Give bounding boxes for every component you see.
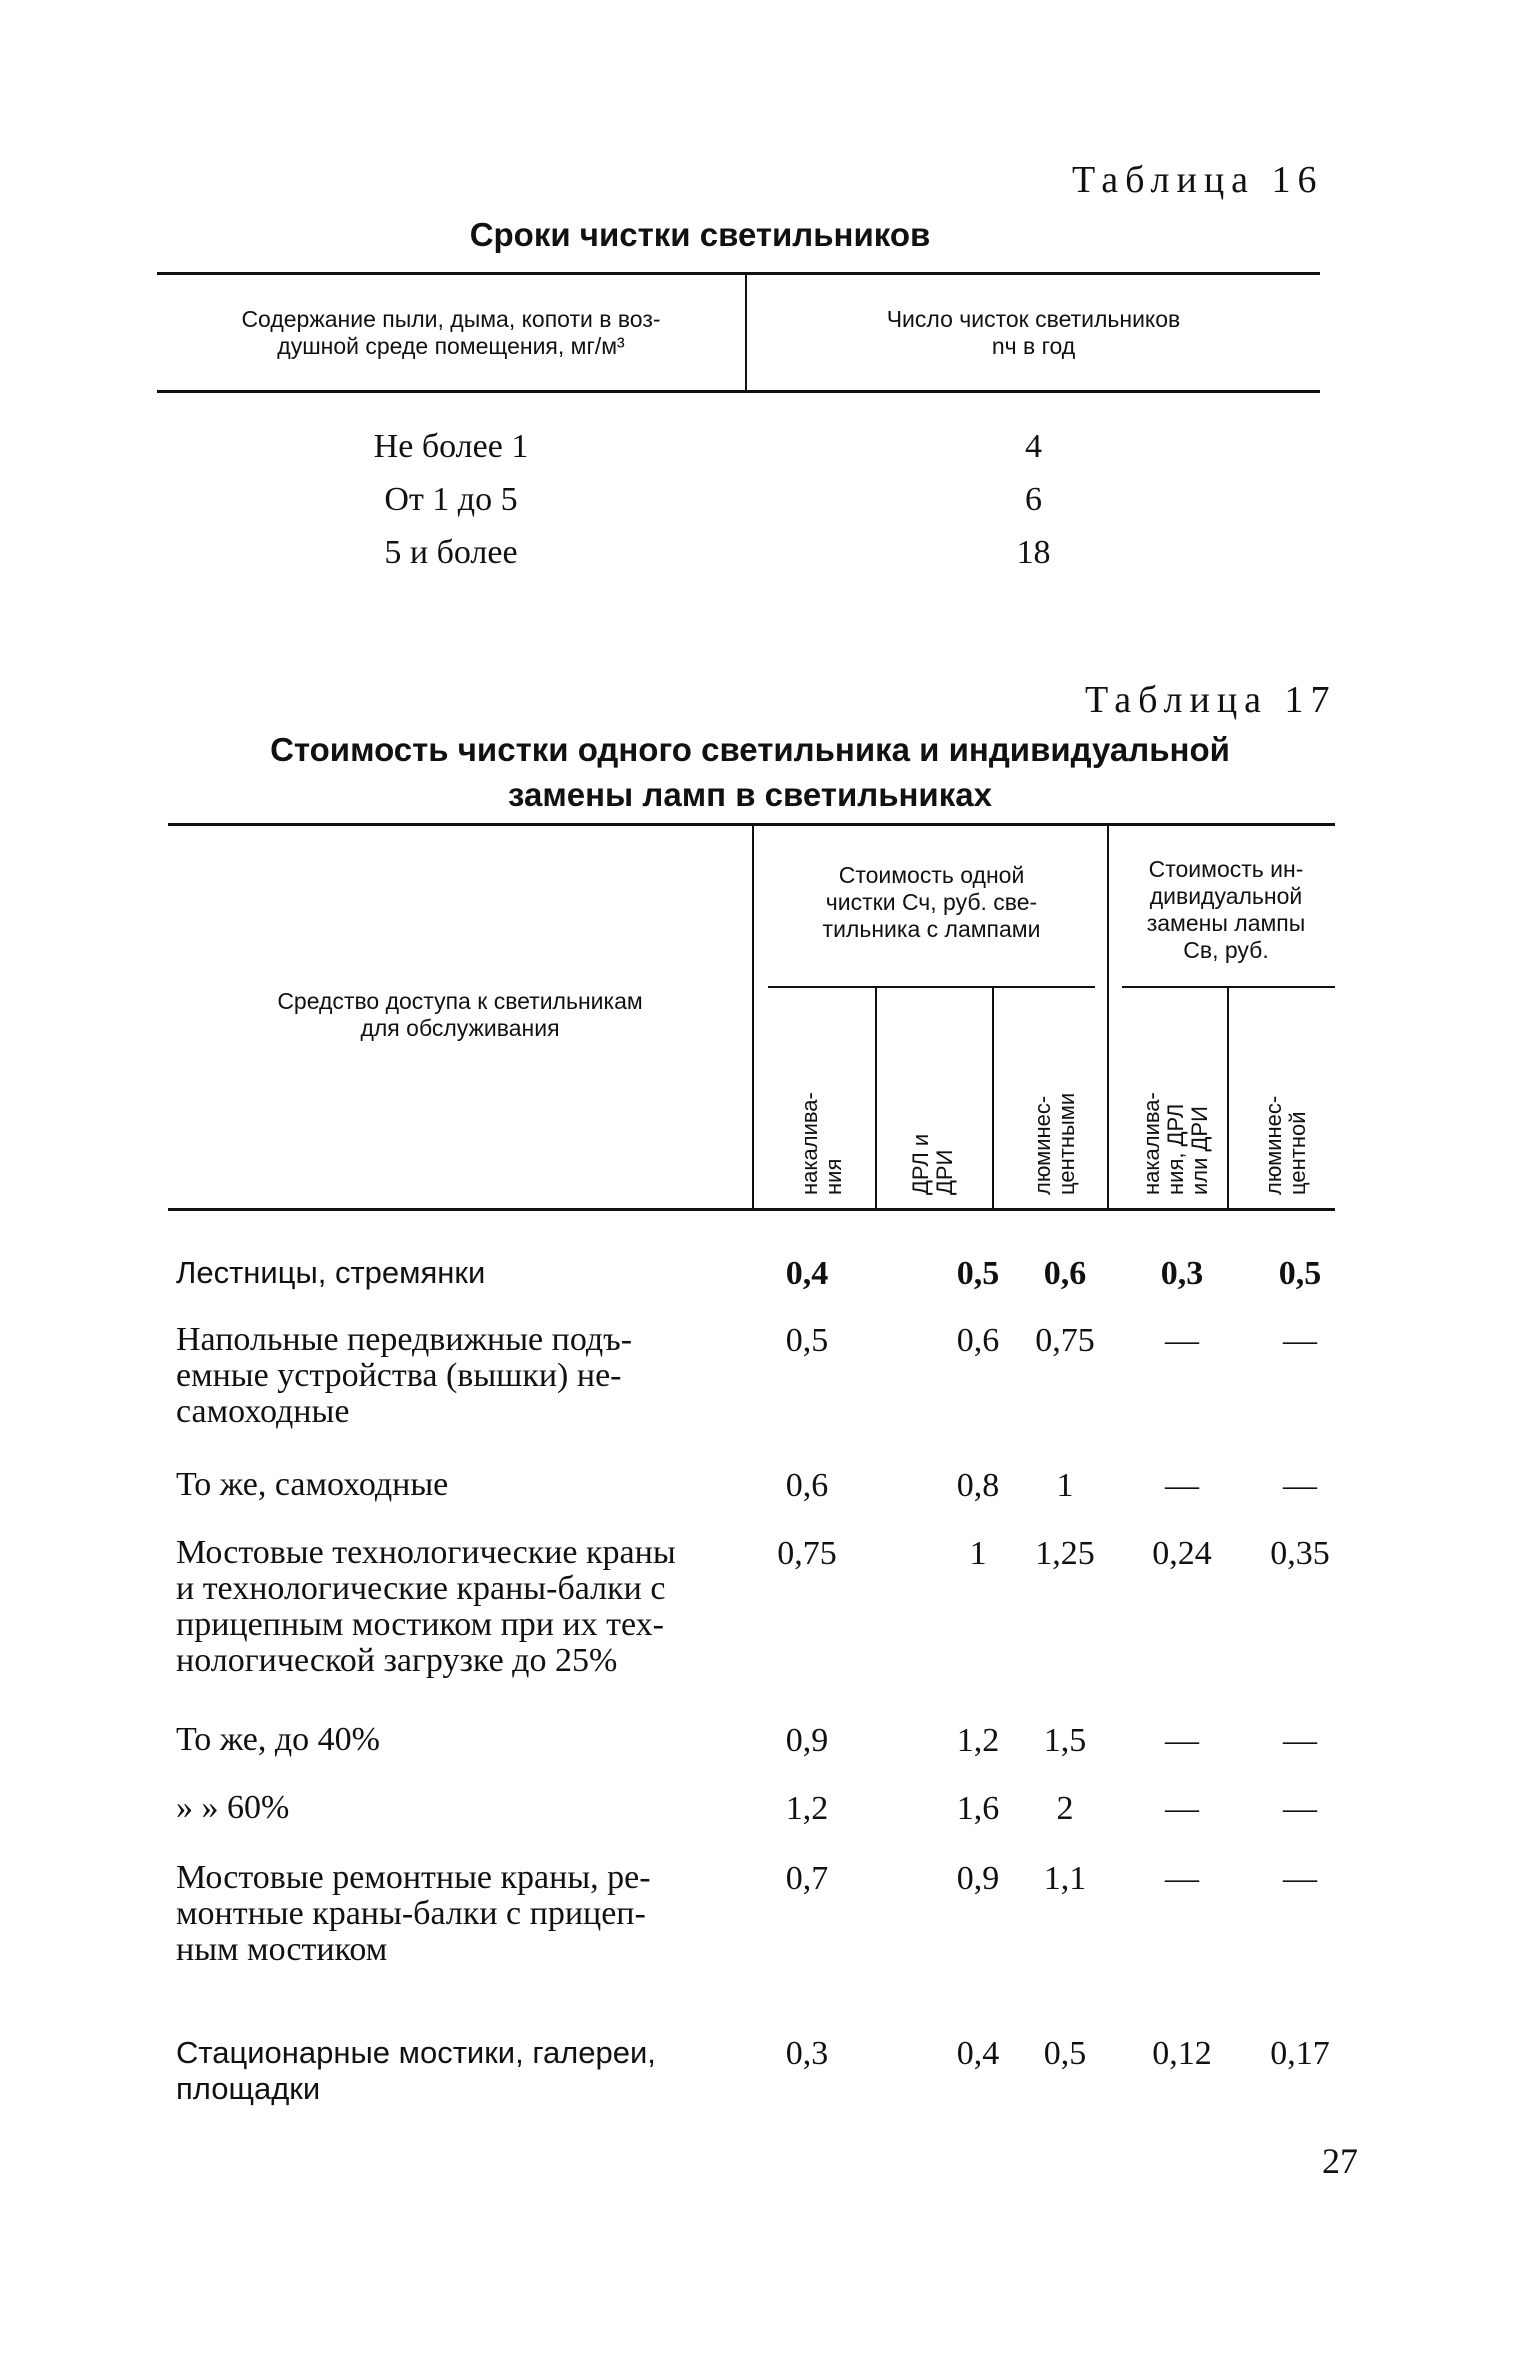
table17-row-value: 1,2 <box>956 1722 1000 1759</box>
table17-group-divider <box>1107 826 1109 1208</box>
subheader-lamp-incandescent-drl: накалива- ния, ДРЛ или ДРИ <box>1139 1092 1212 1195</box>
table17-row-value: — <box>1283 1790 1317 1827</box>
table17-row-value: 0,4 <box>956 2035 1000 2072</box>
table17-sub-divider-3 <box>1227 988 1229 1208</box>
table17-row-value: 1,1 <box>1043 1860 1087 1897</box>
table17-row-value: 1,5 <box>1043 1722 1087 1759</box>
table17-row-value: 0,9 <box>785 1722 829 1759</box>
table17-header-rule <box>168 1208 1335 1211</box>
table17-row-label: Мостовые технологические краны и технологические краны-балки с прицепным мостиком при их тех- нологической загрузке до 25% <box>176 1534 676 1679</box>
table17-sub-divider-2 <box>992 988 994 1208</box>
table17-row-value: — <box>1283 1322 1317 1359</box>
subheader-drl-dri: ДРЛ и ДРИ <box>908 1133 957 1195</box>
table16-label: Таблица 16 <box>1072 159 1324 201</box>
table16-top-rule <box>157 272 1320 275</box>
table17-title: Стоимость чистки одного светильника и индивидуальной замены ламп в светильниках <box>270 731 1230 813</box>
table17-row-value: — <box>1283 1722 1317 1759</box>
table16-header-rule <box>157 390 1320 393</box>
table17-group2-header: Стоимость ин- дивидуальной замены лампы Св, руб. <box>1146 856 1306 963</box>
table16-col2-header: Число чисток светильников nч в год <box>886 306 1181 359</box>
table17-row-label: Мостовые ремонтные краны, ре- монтные краны-балки с прицеп- ным мостиком <box>176 1859 651 1968</box>
table17-row-value: 1 <box>969 1535 987 1572</box>
table17-row-value: 0,5 <box>1043 2035 1087 2072</box>
table17-row-value: — <box>1165 1790 1199 1827</box>
table17-row-value: 0,35 <box>1270 1535 1330 1572</box>
table17-row-value: 2 <box>1056 1790 1074 1827</box>
table17-access-header: Средство доступа к светильникам для обслуживания <box>277 988 643 1041</box>
table17-row-value: 0,4 <box>785 1255 829 1292</box>
table16-row-1-content: Не более 1 <box>373 428 529 465</box>
table17-row-value: — <box>1165 1722 1199 1759</box>
table17-row-value: 1 <box>1056 1467 1074 1504</box>
table16-col1-header: Содержание пыли, дыма, копоти в воз- душной среде помещения, мг/м³ <box>241 306 661 359</box>
table16-row-1-count: 4 <box>1025 428 1042 465</box>
table17-label: Таблица 17 <box>1085 679 1337 721</box>
subheader-fluorescent: люминес- центными <box>1030 1092 1079 1195</box>
subheader-lamp-fluorescent: люминес- центной <box>1261 1095 1310 1195</box>
table17-row-value: 0,6 <box>956 1322 1000 1359</box>
table17-group1-header: Стоимость одной чистки Сч, руб. све- тильника с лампами <box>822 862 1041 942</box>
table17-row-value: — <box>1283 1860 1317 1897</box>
table17-row-value: 1,2 <box>785 1790 829 1827</box>
table17-row-value: 0,6 <box>785 1467 829 1504</box>
table16-title: Сроки чистки светильников <box>469 216 931 253</box>
table17-row-value: 0,5 <box>785 1322 829 1359</box>
table17-row-value: 0,12 <box>1152 2035 1212 2072</box>
table17-group1-rule <box>768 986 1095 988</box>
table17-row-value: 0,75 <box>1035 1322 1095 1359</box>
subheader-incandescent: накалива- ния <box>797 1092 846 1195</box>
table17-row-value: 0,24 <box>1152 1535 1212 1572</box>
table16-row-2-content: От 1 до 5 <box>384 481 518 518</box>
table17-row-value: 0,3 <box>1160 1255 1204 1292</box>
table17-row-value: 0,9 <box>956 1860 1000 1897</box>
table17-row-value: — <box>1165 1860 1199 1897</box>
table17-access-divider <box>752 826 754 1208</box>
table17-row-label: » » 60% <box>176 1789 290 1826</box>
table17-row-value: 0,5 <box>956 1255 1000 1292</box>
table16-row-2-count: 6 <box>1025 481 1042 518</box>
table17-sub-divider-1 <box>875 988 877 1208</box>
table17-row-value: — <box>1165 1322 1199 1359</box>
table16-row-3-count: 18 <box>1016 534 1051 571</box>
page-number: 27 <box>1322 2141 1358 2181</box>
table17-row-value: 0,3 <box>785 2035 829 2072</box>
table17-row-label: Напольные передвижные подъ- емные устройства (вышки) не- самоходные <box>176 1321 633 1430</box>
table17-row-value: 0,5 <box>1278 1255 1322 1292</box>
table17-row-value: 0,8 <box>956 1467 1000 1504</box>
table17-row-value: 1,25 <box>1035 1535 1095 1572</box>
table17-row-label: То же, самоходные <box>176 1466 449 1503</box>
table17-row-value: 0,17 <box>1270 2035 1330 2072</box>
table16-row-3-content: 5 и более <box>384 534 518 571</box>
table17-row-value: 0,7 <box>785 1860 829 1897</box>
table17-row-value: 1,6 <box>956 1790 1000 1827</box>
table17-row-value: 0,75 <box>777 1535 837 1572</box>
table17-row-label: Стационарные мостики, галереи, площадки <box>176 2035 656 2106</box>
table17-row-value: — <box>1283 1467 1317 1504</box>
table17-row-label: То же, до 40% <box>176 1721 380 1758</box>
table17-row-label: Лестницы, стремянки <box>176 1255 486 1290</box>
table17-row-value: — <box>1165 1467 1199 1504</box>
table17-row-value: 0,6 <box>1043 1255 1087 1292</box>
